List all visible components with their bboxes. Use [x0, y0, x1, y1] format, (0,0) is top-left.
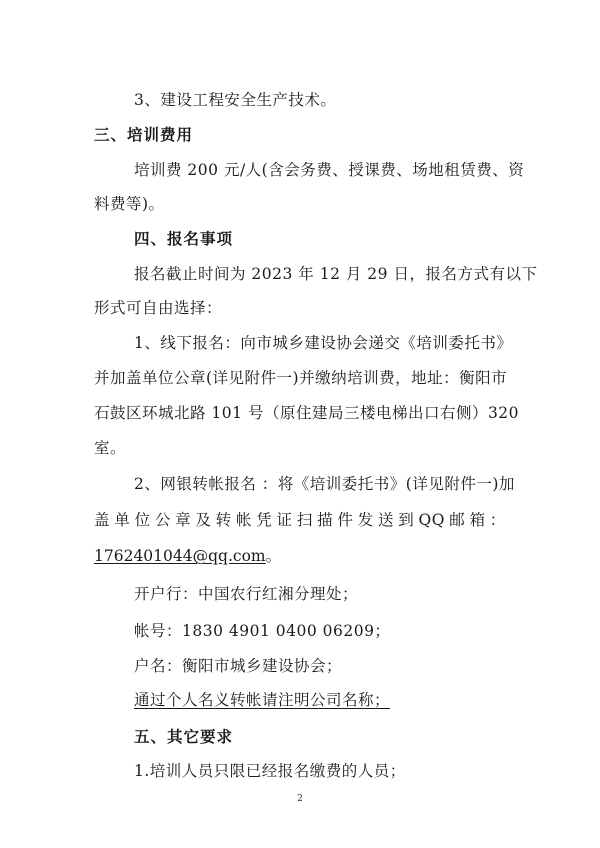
page-number: 2	[297, 794, 303, 804]
online-word: 到	[398, 511, 415, 529]
online-word: 位	[134, 511, 151, 529]
deadline-line-1: 报名截止时间为 2023 年 12 月 29 日，报名方式有以下	[134, 265, 538, 283]
section-3-heading: 三、培训费用	[94, 126, 194, 144]
offline-line-2: 并加盖单位公章(详见附件一)并缴纳培训费，地址：衡阳市	[94, 369, 508, 387]
account-number: 帐号：1830 4901 0400 06209；	[134, 622, 391, 640]
section-5-heading: 五、其它要求	[134, 728, 234, 746]
offline-line-1: 1、线下报名：向市城乡建设协会递交《培训委托书》	[134, 334, 513, 352]
item-3: 3、建设工程安全生产技术。	[134, 91, 337, 109]
fee-line-1: 培训费 200 元/人(含会务费、授课费、场地租赁费、资	[134, 161, 525, 179]
account-name: 户名：衡阳市城乡建设协会；	[134, 657, 343, 675]
online-word: 描	[317, 511, 334, 529]
deadline-line-2: 形式可自由选择：	[94, 299, 223, 317]
online-word: 件	[337, 511, 354, 529]
offline-line-4: 室。	[94, 439, 127, 457]
online-word: 发	[357, 511, 374, 529]
online-word: 单	[114, 511, 131, 529]
online-word: 送	[377, 511, 394, 529]
email-link[interactable]: 1762401044@qq.com	[94, 547, 266, 565]
email-line	[94, 546, 281, 566]
requirement-1: 1.培训人员只限已经报名缴费的人员；	[134, 762, 406, 780]
online-line-2	[94, 510, 506, 530]
online-word: 帐	[235, 511, 252, 529]
online-word: 及	[195, 511, 212, 529]
section-4-heading: 四、报名事项	[134, 230, 234, 248]
online-word: QQ	[418, 511, 445, 529]
online-word: 章	[175, 511, 192, 529]
online-word: 箱	[469, 511, 486, 529]
online-word: 凭	[256, 511, 273, 529]
email-suffix: 。	[265, 547, 282, 565]
online-line-1: 2、网银转帐报名 ：将《培训委托书》(详见附件一)加	[134, 475, 515, 493]
online-word: 邮	[449, 511, 466, 529]
online-word: 公	[154, 511, 171, 529]
online-word: ：	[489, 511, 506, 529]
online-word: 证	[276, 511, 293, 529]
bank-label: 开户行：中国农行红湘分理处；	[134, 585, 359, 603]
online-word: 扫	[296, 511, 313, 529]
online-word: 转	[215, 511, 232, 529]
online-word: 盖	[94, 511, 111, 529]
personal-transfer-note: 通过个人名义转帐请注明公司名称；	[134, 691, 391, 709]
offline-line-3: 石鼓区环城北路 101 号（原住建局三楼电梯出口右侧）320	[94, 404, 520, 422]
fee-line-2: 料费等)。	[94, 195, 165, 213]
